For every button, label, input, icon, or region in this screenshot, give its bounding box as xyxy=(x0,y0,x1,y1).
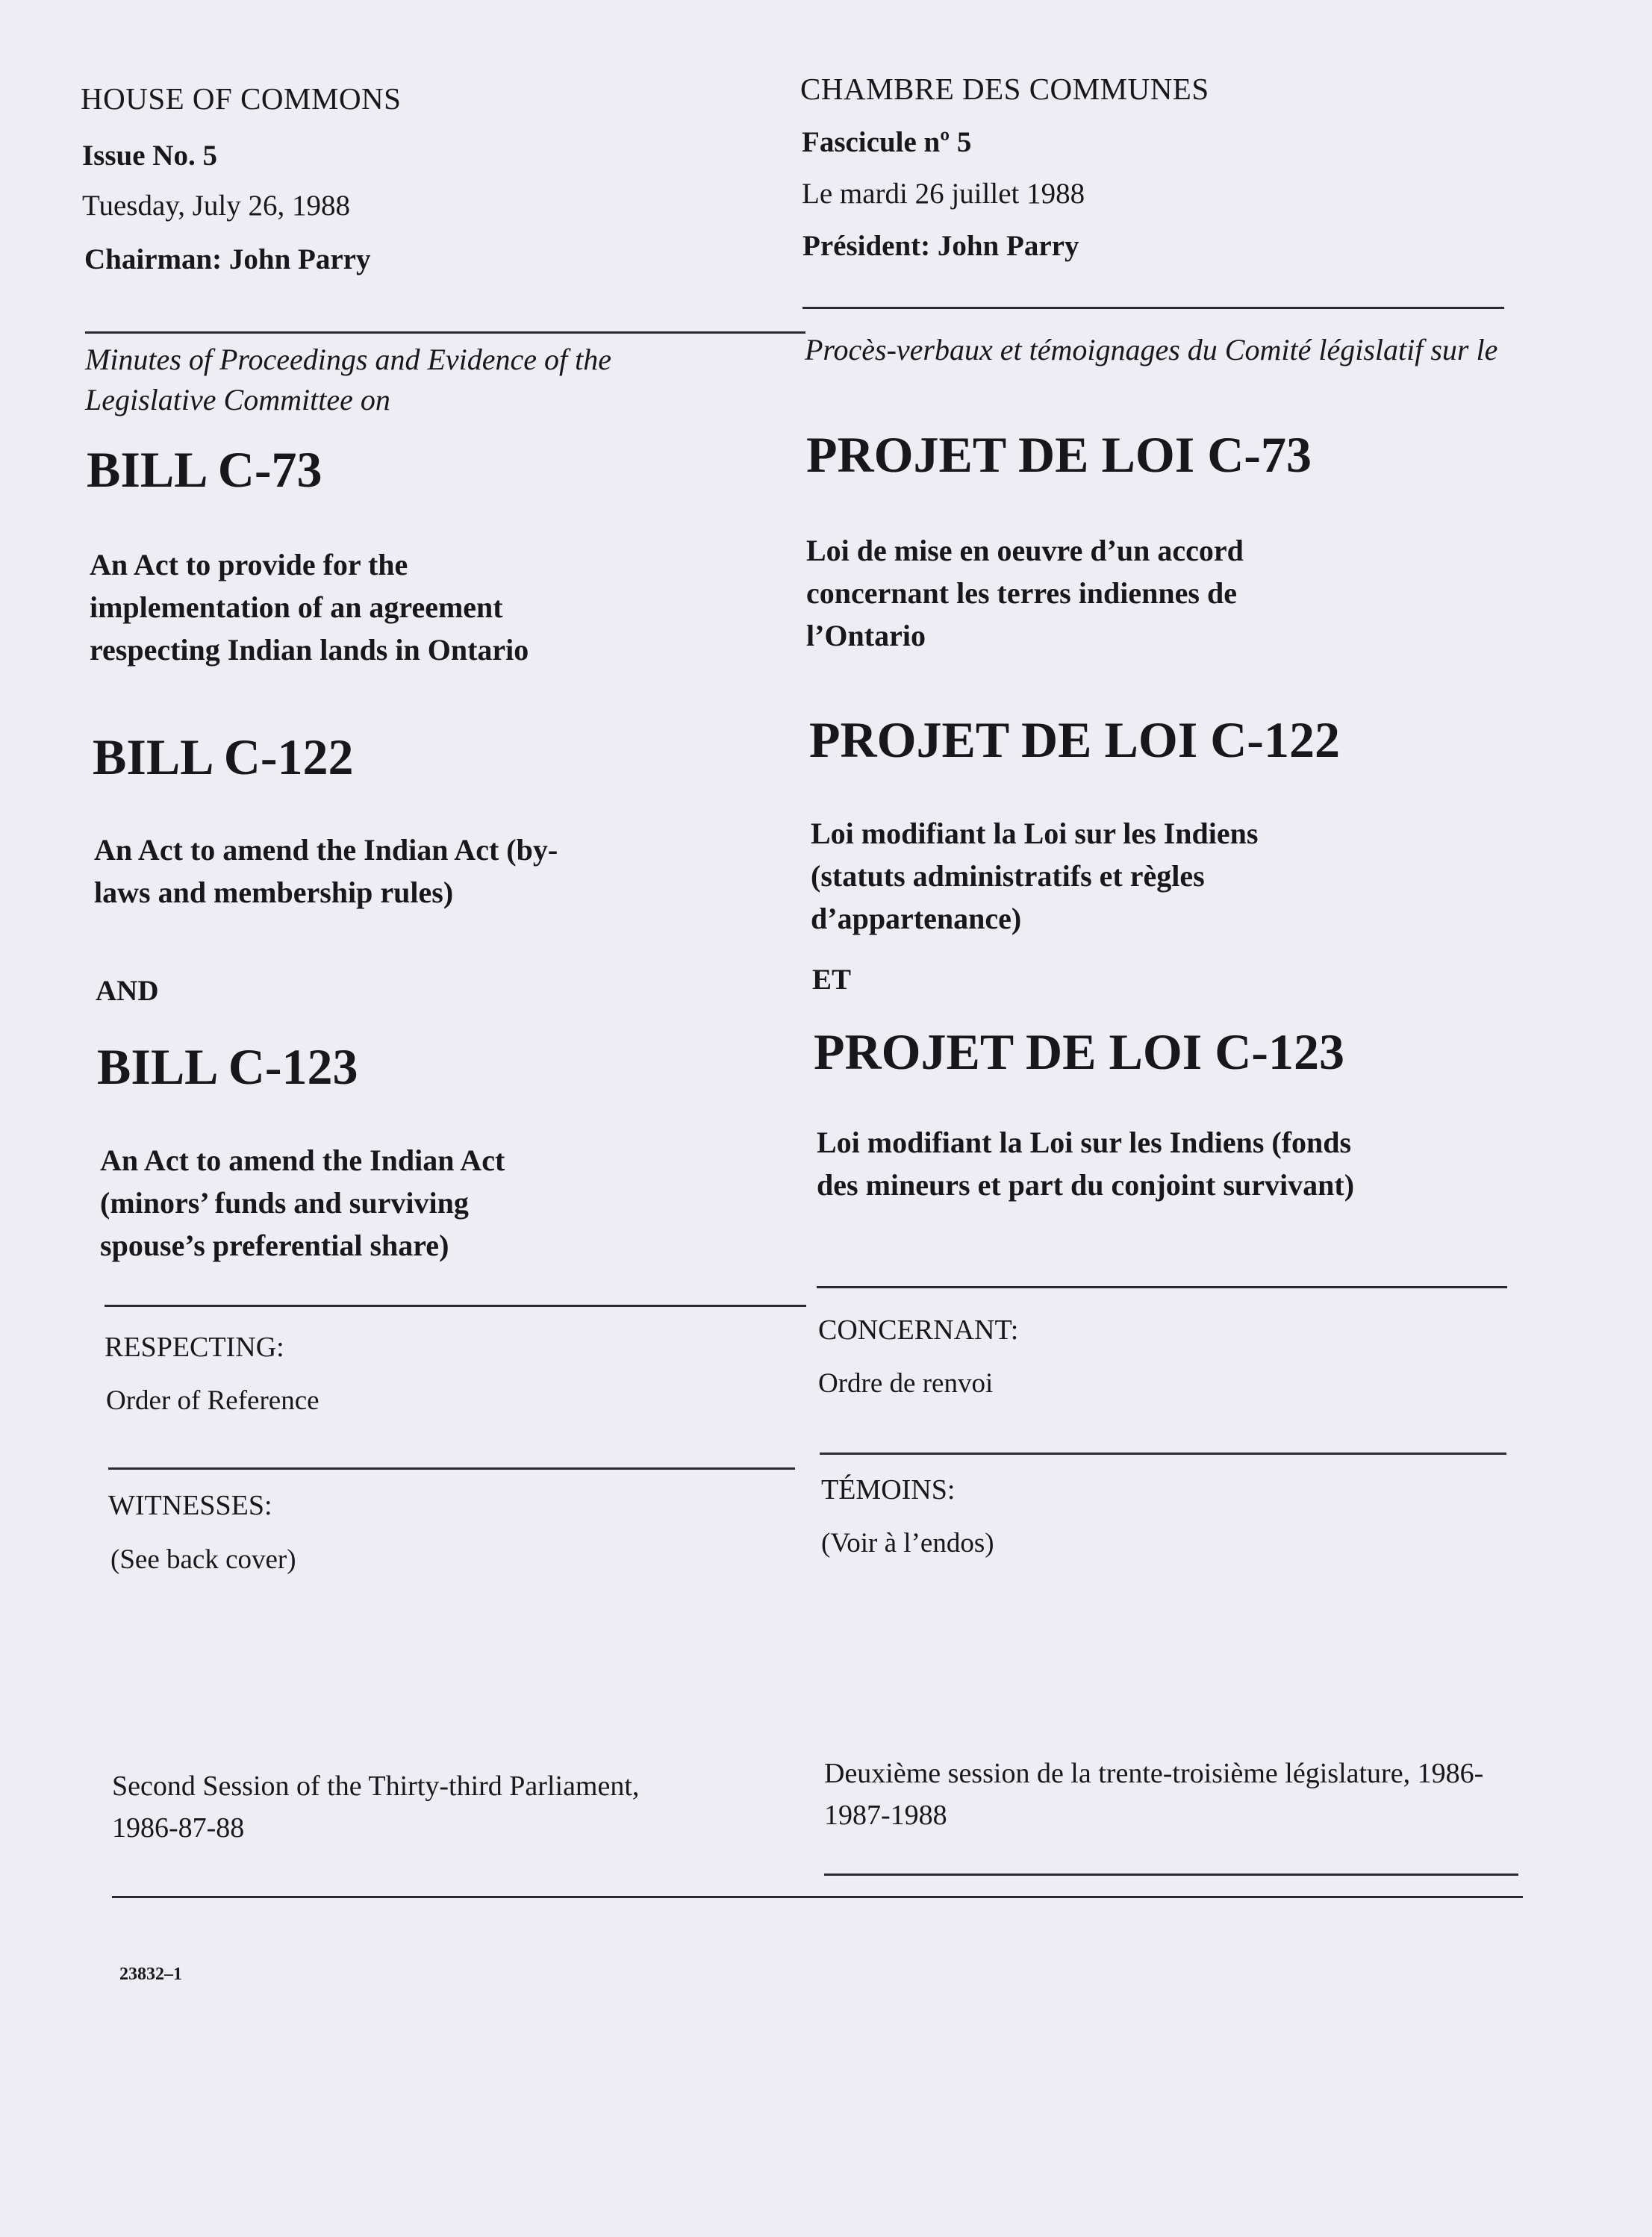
meeting-date-fr: Le mardi 26 juillet 1988 xyxy=(802,178,1085,210)
minutes-title-fr: Procès-verbaux et témoignages du Comité législatif sur le xyxy=(805,333,1498,366)
respecting-value-en: Order of Reference xyxy=(106,1385,320,1416)
bill-c122-heading-en: BILL C-122 xyxy=(93,728,354,785)
bill-c73-description-en: An Act to provide for the implementation of an agreement respecting Indian lands in Ontario xyxy=(90,548,529,667)
witnesses-label-fr: TÉMOINS: xyxy=(821,1474,956,1506)
divider xyxy=(108,1467,795,1470)
witnesses-value-fr: (Voir à l’endos) xyxy=(821,1528,994,1559)
issue-number-en: Issue No. 5 xyxy=(82,140,217,172)
witnesses-label-en: WITNESSES: xyxy=(108,1490,272,1521)
divider xyxy=(824,1873,1518,1876)
witnesses-value-en: (See back cover) xyxy=(110,1544,296,1575)
bill-c122-heading-fr: PROJET DE LOI C-122 xyxy=(809,711,1340,768)
divider xyxy=(105,1305,806,1307)
bill-c122-description-en: An Act to amend the Indian Act (by-laws and membership rules) xyxy=(94,833,558,909)
parliament-session-fr: Deuxième session de la trente-troisième législature, 1986-1987-1988 xyxy=(824,1758,1484,1831)
bill-c123-heading-en: BILL C-123 xyxy=(97,1038,358,1095)
minutes-title-en: Minutes of Proceedings and Evidence of the Legislative Committee on xyxy=(85,343,611,416)
house-title-fr: CHAMBRE DES COMMUNES xyxy=(800,72,1209,106)
bill-c123-heading-fr: PROJET DE LOI C-123 xyxy=(814,1023,1344,1080)
parliament-session-en: Second Session of the Thirty-third Parliament, 1986-87-88 xyxy=(112,1770,640,1844)
bill-c73-description-fr: Loi de mise en oeuvre d’un accord concernant les terres indiennes de l’Ontario xyxy=(806,534,1244,652)
conjunction-and-en: AND xyxy=(96,975,159,1007)
issue-number-fr: Fascicule nº 5 xyxy=(802,126,972,158)
divider xyxy=(85,331,805,334)
bill-c122-description-fr: Loi modifiant la Loi sur les Indiens (statuts administratifs et règles d’appartenance) xyxy=(811,817,1259,935)
conjunction-and-fr: ET xyxy=(812,964,852,996)
meeting-date-en: Tuesday, July 26, 1988 xyxy=(82,190,350,222)
chairman-fr: Président: John Parry xyxy=(802,230,1079,262)
respecting-label-en: RESPECTING: xyxy=(105,1332,284,1363)
divider xyxy=(802,307,1504,309)
respecting-value-fr: Ordre de renvoi xyxy=(818,1368,994,1399)
divider xyxy=(820,1453,1506,1455)
bill-c123-description-fr: Loi modifiant la Loi sur les Indiens (fonds des mineurs et part du conjoint survivant) xyxy=(817,1126,1355,1202)
respecting-label-fr: CONCERNANT: xyxy=(818,1314,1019,1346)
document-code: 23832–1 xyxy=(119,1965,182,1984)
house-title-en: HOUSE OF COMMONS xyxy=(81,81,402,116)
bill-c73-heading-fr: PROJET DE LOI C-73 xyxy=(806,426,1312,483)
divider xyxy=(817,1286,1507,1288)
footer-divider xyxy=(112,1896,1523,1898)
bill-c123-description-en: An Act to amend the Indian Act (minors’ funds and surviving spouse’s preferential share) xyxy=(100,1144,505,1262)
bill-c73-heading-en: BILL C-73 xyxy=(87,441,322,498)
chairman-en: Chairman: John Parry xyxy=(84,243,371,275)
